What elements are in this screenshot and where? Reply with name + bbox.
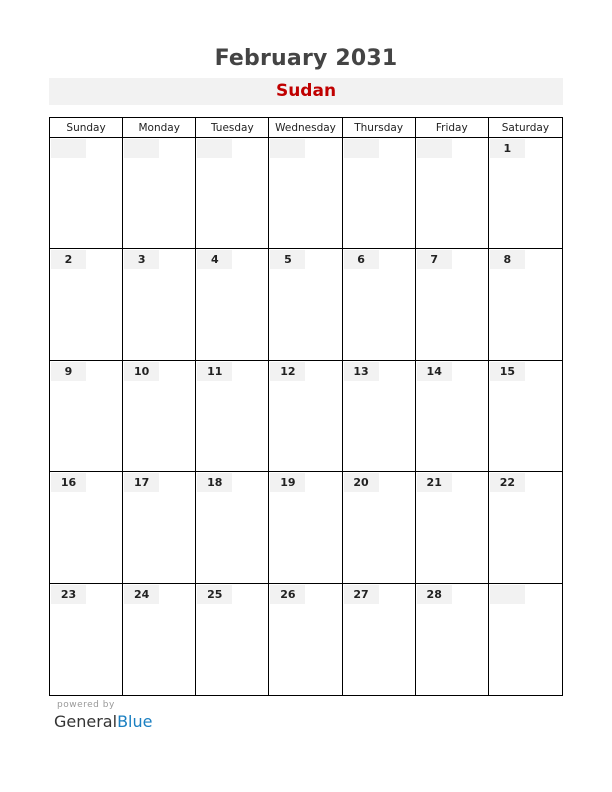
day-cell — [196, 249, 269, 360]
day-cell — [416, 249, 489, 360]
day-number: 23 — [51, 585, 86, 604]
day-number: 22 — [490, 473, 525, 492]
day-cell — [50, 138, 123, 249]
day-number — [490, 585, 525, 604]
day-number: 16 — [51, 473, 86, 492]
day-number: 9 — [51, 362, 86, 381]
weekday-header-sunday: Sunday — [50, 118, 123, 138]
day-number — [344, 139, 379, 158]
weekday-header-monday: Monday — [123, 118, 196, 138]
day-cell — [269, 361, 342, 472]
day-number: 2 — [51, 250, 86, 269]
day-cell — [343, 249, 416, 360]
day-cell — [123, 472, 196, 583]
day-cell — [269, 472, 342, 583]
day-cell — [489, 249, 562, 360]
day-number: 21 — [417, 473, 452, 492]
weekday-header-saturday: Saturday — [489, 118, 562, 138]
day-cell — [196, 361, 269, 472]
day-number: 3 — [124, 250, 159, 269]
day-cell — [269, 584, 342, 695]
country-name: Sudan — [275, 81, 337, 101]
day-cell — [196, 138, 269, 249]
brand-blue-text: Blue — [117, 712, 153, 731]
day-cell — [50, 584, 123, 695]
day-cell — [416, 472, 489, 583]
day-number: 13 — [344, 362, 379, 381]
brand-general-text: General — [54, 712, 118, 731]
day-number: 28 — [417, 585, 452, 604]
day-number: 12 — [270, 362, 305, 381]
day-cell — [489, 584, 562, 695]
day-number: 25 — [197, 585, 232, 604]
day-cell — [343, 472, 416, 583]
day-number: 11 — [197, 362, 232, 381]
day-number: 5 — [270, 250, 305, 269]
day-number: 18 — [197, 473, 232, 492]
day-cell — [196, 584, 269, 695]
day-number — [197, 139, 232, 158]
powered-by-label: powered by — [57, 700, 115, 710]
day-cell — [343, 361, 416, 472]
day-cell — [416, 361, 489, 472]
day-number: 7 — [417, 250, 452, 269]
day-cell — [196, 472, 269, 583]
day-number — [270, 139, 305, 158]
day-number — [124, 139, 159, 158]
generalblue-logo[interactable] — [54, 712, 152, 731]
weekday-header-friday: Friday — [416, 118, 489, 138]
day-cell — [123, 138, 196, 249]
day-number: 15 — [490, 362, 525, 381]
day-cell — [123, 584, 196, 695]
day-number: 26 — [270, 585, 305, 604]
day-number: 10 — [124, 362, 159, 381]
day-cell — [343, 138, 416, 249]
day-cell — [489, 361, 562, 472]
day-cell — [489, 472, 562, 583]
weekday-header-thursday: Thursday — [343, 118, 416, 138]
day-number: 14 — [417, 362, 452, 381]
day-number — [51, 139, 86, 158]
day-number: 17 — [124, 473, 159, 492]
day-cell — [50, 361, 123, 472]
day-cell — [416, 138, 489, 249]
day-number: 24 — [124, 585, 159, 604]
day-number — [417, 139, 452, 158]
day-cell — [343, 584, 416, 695]
day-cell — [489, 138, 562, 249]
day-cell — [123, 361, 196, 472]
day-cell — [123, 249, 196, 360]
day-cell — [50, 249, 123, 360]
day-number: 8 — [490, 250, 525, 269]
day-number: 20 — [344, 473, 379, 492]
day-number: 4 — [197, 250, 232, 269]
calendar-title: February 2031 — [214, 46, 398, 71]
day-cell — [269, 138, 342, 249]
weekday-header-tuesday: Tuesday — [196, 118, 269, 138]
calendar-grid — [49, 117, 563, 696]
weekday-header-wednesday: Wednesday — [269, 118, 342, 138]
day-cell — [416, 584, 489, 695]
day-number: 27 — [344, 585, 379, 604]
day-number: 19 — [270, 473, 305, 492]
day-cell — [50, 472, 123, 583]
day-cell — [269, 249, 342, 360]
country-banner — [49, 78, 563, 105]
day-number: 1 — [490, 139, 525, 158]
day-number: 6 — [344, 250, 379, 269]
